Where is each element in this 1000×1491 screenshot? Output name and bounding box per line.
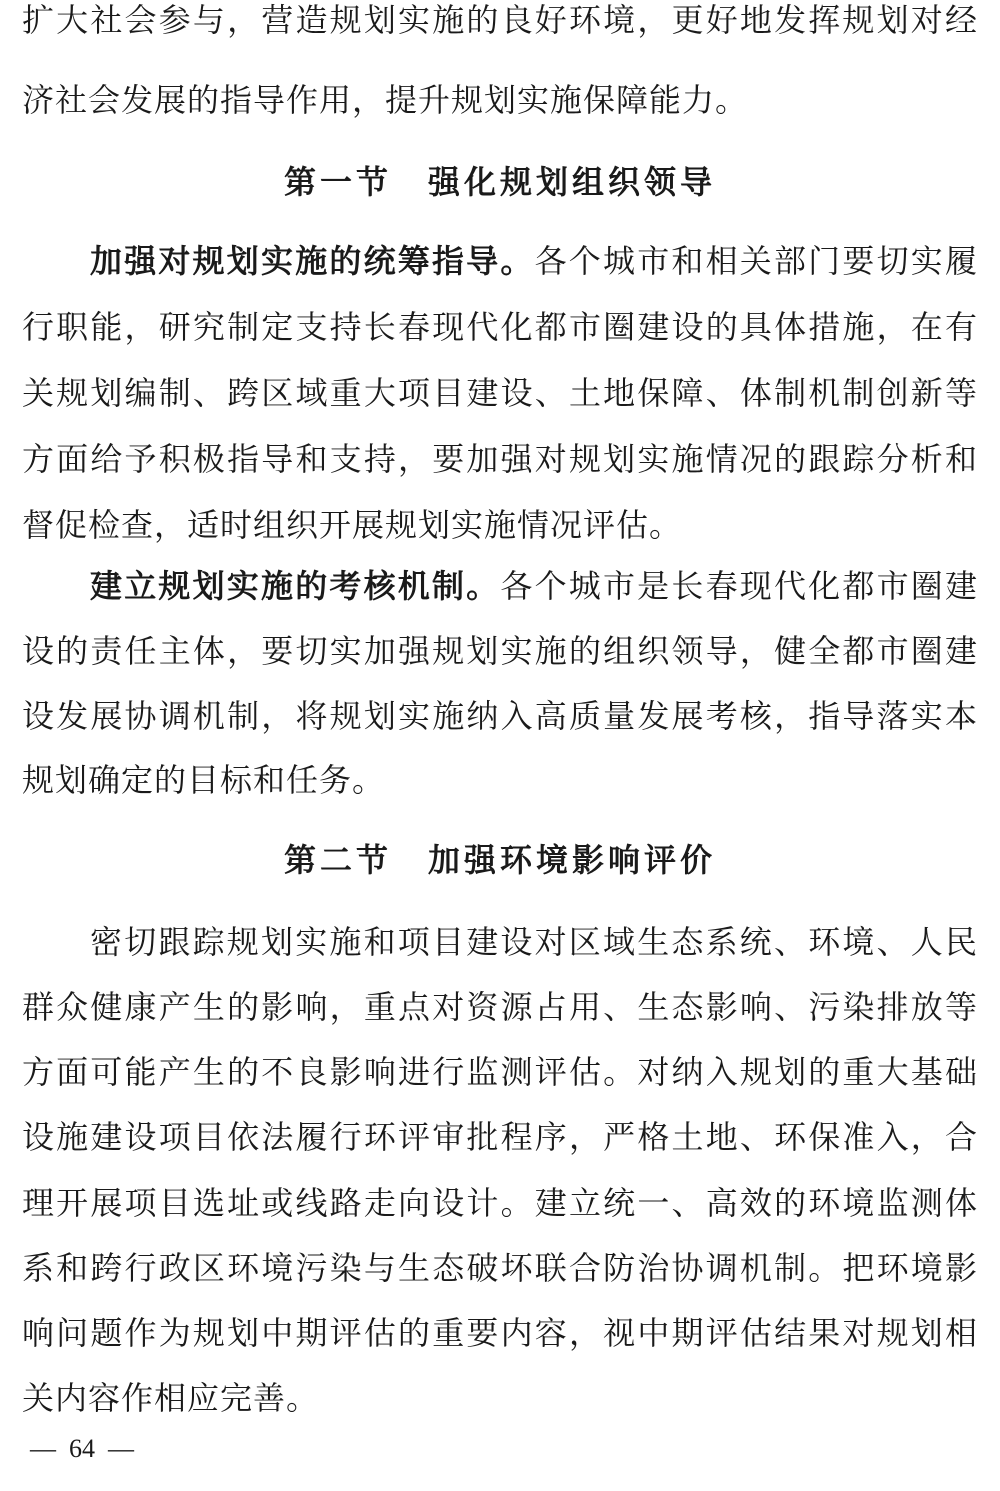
body-text-line: 响问题作为规划中期评估的重要内容，视中期评估结果对规划相 [22, 1314, 978, 1352]
page-number: — 64 — [30, 1434, 134, 1463]
body-text-line: 关内容作相应完善。 [22, 1379, 320, 1417]
body-text-line: 行职能，研究制定支持长春现代化都市圈建设的具体措施，在有 [22, 308, 978, 346]
section-heading: 第一节 强化规划组织领导 [283, 163, 716, 201]
body-text-line: 群众健康产生的影响，重点对资源占用、生态影响、污染排放等 [22, 988, 978, 1026]
body-text-line: 督促检查，适时组织开展规划实施情况评估。 [22, 506, 683, 544]
body-text-line: 方面给予积极指导和支持，要加强对规划实施情况的跟踪分析和 [22, 440, 978, 478]
body-text-line: 设的责任主体，要切实加强规划实施的组织领导，健全都市圈建 [22, 632, 978, 670]
paragraph-text: 各个城市和相关部门要切实履 [534, 242, 978, 280]
body-text-line: 规划确定的目标和任务。 [22, 761, 386, 799]
paragraph-text: 各个城市是长春现代化都市圈建 [500, 567, 978, 605]
paragraph-first-line [90, 566, 978, 606]
section-heading: 第二节 加强环境影响评价 [283, 841, 716, 879]
paragraph-lead-phrase: 加强对规划实施的统筹指导。 [90, 242, 535, 280]
body-text-line: 方面可能产生的不良影响进行监测评估。对纳入规划的重大基础 [22, 1053, 978, 1091]
body-text-line: 设发展协调机制，将规划实施纳入高质量发展考核，指导落实本 [22, 697, 978, 735]
body-text-line: 济社会发展的指导作用，提升规划实施保障能力。 [22, 81, 749, 119]
body-text-line: 系和跨行政区环境污染与生态破坏联合防治协调机制。把环境影 [22, 1249, 978, 1287]
body-text-line: 设施建设项目依法履行环评审批程序，严格土地、环保准入，合 [22, 1118, 978, 1156]
body-text-line: 关规划编制、跨区域重大项目建设、土地保障、体制机制创新等 [22, 374, 978, 412]
body-text-line: 理开展项目选址或线路走向设计。建立统一、高效的环境监测体 [22, 1184, 978, 1222]
paragraph-first-line: 密切跟踪规划实施和项目建设对区域生态系统、环境、人民 [90, 923, 978, 961]
paragraph-lead-phrase: 建立规划实施的考核机制。 [90, 567, 501, 605]
body-text-line: 扩大社会参与，营造规划实施的良好环境，更好地发挥规划对经 [22, 1, 978, 39]
paragraph-first-line [90, 241, 978, 281]
